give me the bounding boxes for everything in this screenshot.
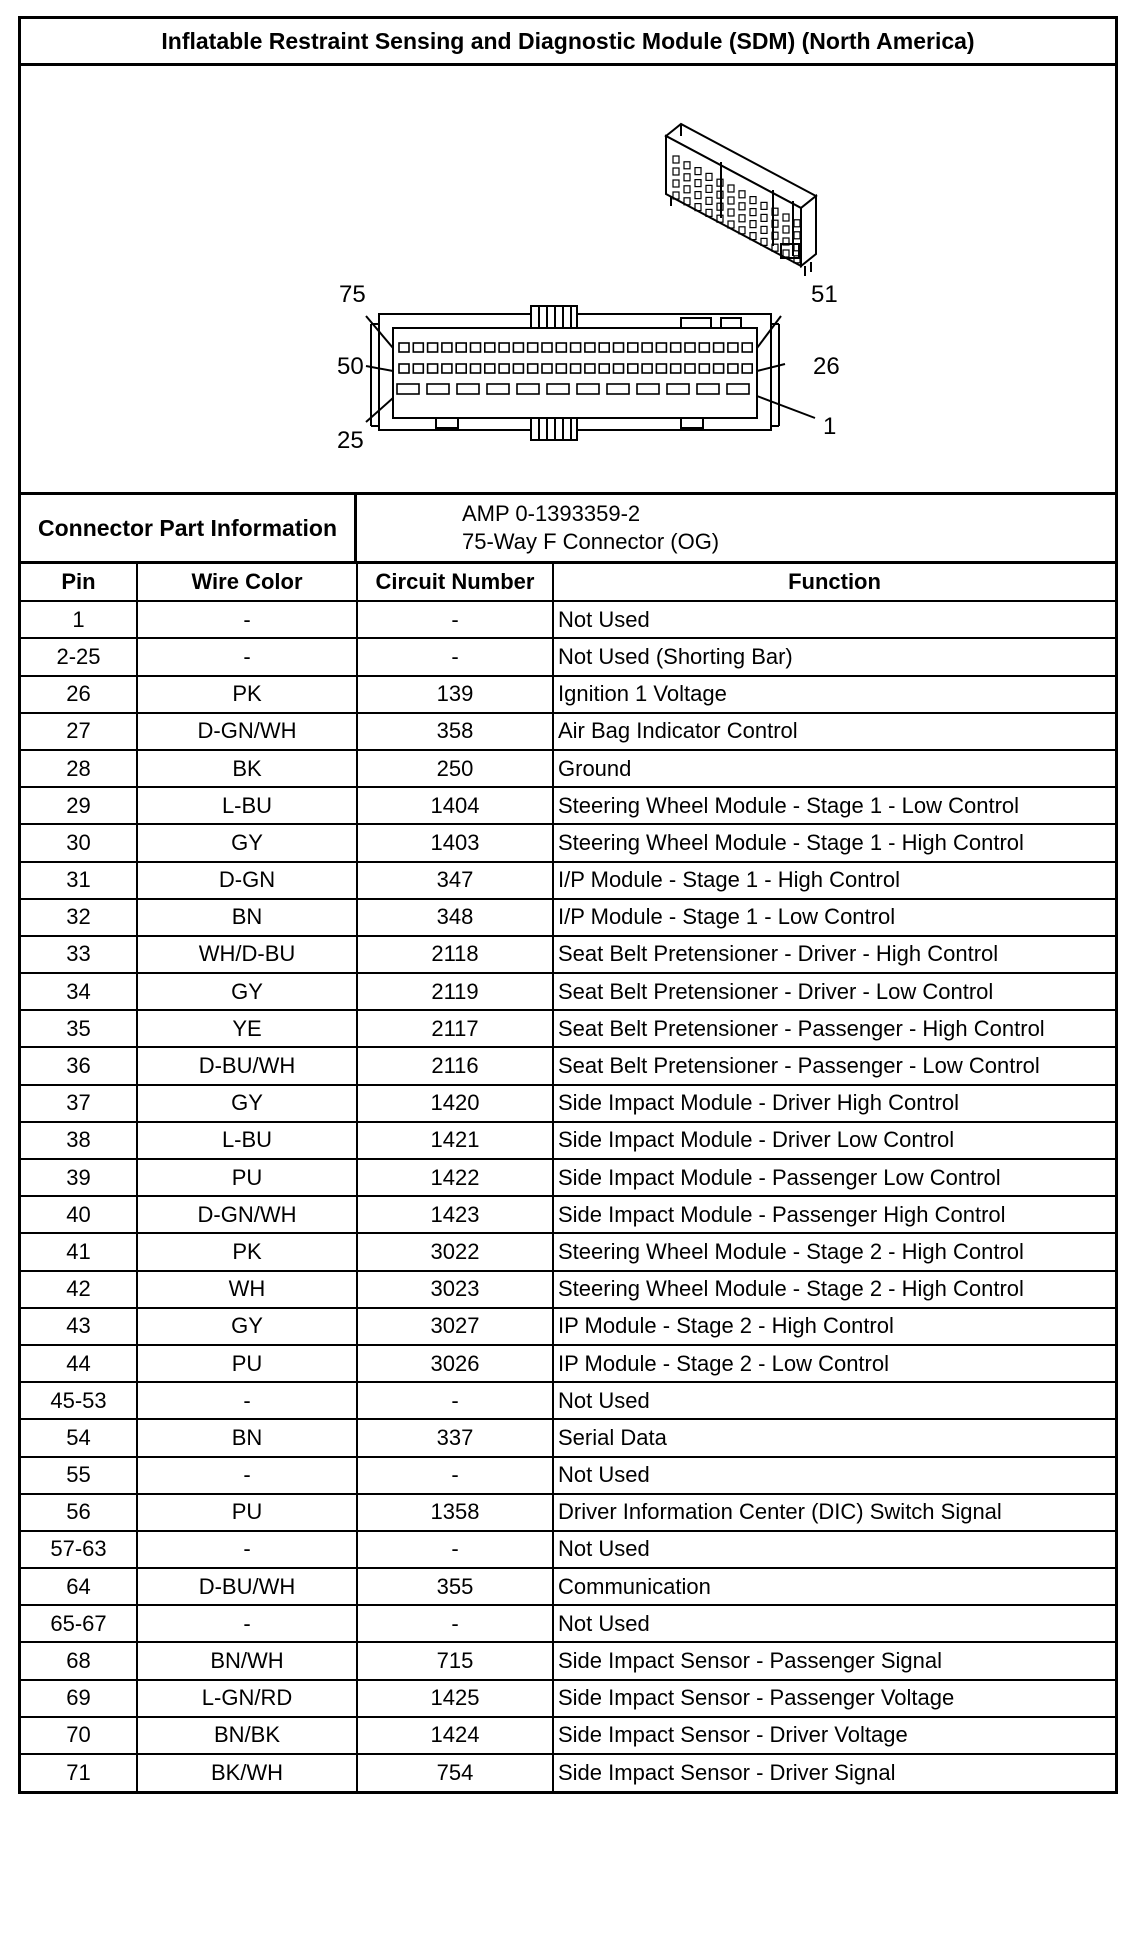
function-cell: Not Used (Shorting Bar): [553, 638, 1115, 675]
circuit-cell: 1425: [357, 1680, 553, 1717]
connector-diagram: [21, 66, 1115, 495]
pin-cell: 55: [21, 1457, 137, 1494]
connector-3d-icon: [666, 124, 816, 492]
circuit-cell: 355: [357, 1568, 553, 1605]
table-row: [21, 676, 1115, 713]
table-row: [21, 1122, 1115, 1159]
wire-color-cell: D-GN/WH: [137, 713, 357, 750]
connector-sheet: [18, 16, 1118, 1794]
pin-cell: 71: [21, 1754, 137, 1791]
table-row: [21, 1010, 1115, 1047]
function-cell: Seat Belt Pretensioner - Passenger - Low Control: [553, 1047, 1115, 1084]
pin-cell: 69: [21, 1680, 137, 1717]
pin-cell: 44: [21, 1345, 137, 1382]
pin-label-75: 75: [339, 281, 366, 308]
pin-cell: 57-63: [21, 1531, 137, 1568]
header-wire-color: Wire Color: [137, 564, 357, 601]
function-cell: Steering Wheel Module - Stage 1 - Low Control: [553, 787, 1115, 824]
wire-color-cell: PK: [137, 676, 357, 713]
wire-color-cell: BK/WH: [137, 1754, 357, 1791]
connector-part-info: [21, 495, 1115, 564]
table-row: [21, 1085, 1115, 1122]
table-row: [21, 1605, 1115, 1642]
function-cell: Side Impact Module - Driver Low Control: [553, 1122, 1115, 1159]
circuit-cell: 337: [357, 1419, 553, 1456]
circuit-cell: 715: [357, 1642, 553, 1679]
function-cell: I/P Module - Stage 1 - High Control: [553, 862, 1115, 899]
wire-color-cell: D-GN/WH: [137, 1196, 357, 1233]
circuit-cell: 348: [357, 899, 553, 936]
pin-cell: 1: [21, 601, 137, 638]
pin-cell: 34: [21, 973, 137, 1010]
function-cell: Not Used: [553, 1531, 1115, 1568]
function-cell: Ignition 1 Voltage: [553, 676, 1115, 713]
pin-cell: 28: [21, 750, 137, 787]
wire-color-cell: -: [137, 1457, 357, 1494]
wire-color-cell: BN/BK: [137, 1717, 357, 1754]
table-row: [21, 1494, 1115, 1531]
circuit-cell: 2118: [357, 936, 553, 973]
table-row: [21, 1196, 1115, 1233]
wire-color-cell: -: [137, 601, 357, 638]
pin-cell: 70: [21, 1717, 137, 1754]
table-row: [21, 1159, 1115, 1196]
circuit-cell: 1404: [357, 787, 553, 824]
wire-color-cell: BN: [137, 1419, 357, 1456]
pin-cell: 43: [21, 1308, 137, 1345]
function-cell: Serial Data: [553, 1419, 1115, 1456]
function-cell: Side Impact Sensor - Driver Signal: [553, 1754, 1115, 1791]
circuit-cell: 1358: [357, 1494, 553, 1531]
pin-cell: 56: [21, 1494, 137, 1531]
table-row: [21, 936, 1115, 973]
circuit-cell: 754: [357, 1754, 553, 1791]
pin-table-body: [21, 601, 1115, 1791]
function-cell: Seat Belt Pretensioner - Driver - High Control: [553, 936, 1115, 973]
pin-cell: 68: [21, 1642, 137, 1679]
circuit-cell: -: [357, 638, 553, 675]
table-row: [21, 713, 1115, 750]
header-circuit-number: Circuit Number: [357, 564, 553, 601]
table-row: [21, 1047, 1115, 1084]
circuit-cell: -: [357, 1605, 553, 1642]
circuit-cell: -: [357, 1382, 553, 1419]
table-row: [21, 862, 1115, 899]
connector-part-label: Connector Part Information: [21, 495, 357, 561]
wire-color-cell: D-GN: [137, 862, 357, 899]
function-cell: Side Impact Module - Passenger High Control: [553, 1196, 1115, 1233]
table-row: [21, 638, 1115, 675]
wire-color-cell: BN/WH: [137, 1642, 357, 1679]
connector-face: [366, 306, 815, 440]
circuit-cell: 1420: [357, 1085, 553, 1122]
table-row: [21, 1233, 1115, 1270]
pin-cell: 27: [21, 713, 137, 750]
connector-part-number: AMP 0-1393359-2: [462, 501, 641, 526]
header-function: Function: [553, 564, 1115, 601]
wire-color-cell: GY: [137, 1308, 357, 1345]
table-row: [21, 1754, 1115, 1791]
table-row: [21, 824, 1115, 861]
table-row: [21, 1568, 1115, 1605]
table-row: [21, 1345, 1115, 1382]
table-row: [21, 787, 1115, 824]
pin-label-1: 1: [823, 413, 837, 440]
pin-cell: 30: [21, 824, 137, 861]
pin-cell: 39: [21, 1159, 137, 1196]
function-cell: IP Module - Stage 2 - Low Control: [553, 1345, 1115, 1382]
function-cell: Steering Wheel Module - Stage 2 - High Control: [553, 1271, 1115, 1308]
function-cell: Side Impact Module - Passenger Low Control: [553, 1159, 1115, 1196]
circuit-cell: 2116: [357, 1047, 553, 1084]
table-row: [21, 1531, 1115, 1568]
circuit-cell: 1403: [357, 824, 553, 861]
circuit-cell: 139: [357, 676, 553, 713]
function-cell: Side Impact Sensor - Driver Voltage: [553, 1717, 1115, 1754]
pin-cell: 29: [21, 787, 137, 824]
function-cell: Side Impact Module - Driver High Control: [553, 1085, 1115, 1122]
wire-color-cell: L-BU: [137, 1122, 357, 1159]
pin-cell: 40: [21, 1196, 137, 1233]
circuit-cell: -: [357, 1531, 553, 1568]
function-cell: I/P Module - Stage 1 - Low Control: [553, 899, 1115, 936]
pin-cell: 42: [21, 1271, 137, 1308]
pin-cell: 65-67: [21, 1605, 137, 1642]
header-pin: Pin: [21, 564, 137, 601]
wire-color-cell: -: [137, 638, 357, 675]
wire-color-cell: -: [137, 1531, 357, 1568]
circuit-cell: 1423: [357, 1196, 553, 1233]
function-cell: Ground: [553, 750, 1115, 787]
wire-color-cell: PK: [137, 1233, 357, 1270]
circuit-cell: 1421: [357, 1122, 553, 1159]
pin-cell: 37: [21, 1085, 137, 1122]
circuit-cell: 3022: [357, 1233, 553, 1270]
wire-color-cell: D-BU/WH: [137, 1568, 357, 1605]
wire-color-cell: L-GN/RD: [137, 1680, 357, 1717]
wire-color-cell: BN: [137, 899, 357, 936]
pin-label-50: 50: [337, 353, 364, 380]
wire-color-cell: PU: [137, 1345, 357, 1382]
function-cell: Not Used: [553, 601, 1115, 638]
pin-cell: 26: [21, 676, 137, 713]
function-cell: Not Used: [553, 1382, 1115, 1419]
pin-cell: 41: [21, 1233, 137, 1270]
connector-description: 75-Way F Connector (OG): [462, 529, 720, 554]
wire-color-cell: WH/D-BU: [137, 936, 357, 973]
table-row: [21, 1680, 1115, 1717]
circuit-cell: 347: [357, 862, 553, 899]
circuit-cell: 3026: [357, 1345, 553, 1382]
function-cell: Not Used: [553, 1457, 1115, 1494]
table-row: [21, 1382, 1115, 1419]
function-cell: Steering Wheel Module - Stage 1 - High Control: [553, 824, 1115, 861]
pin-cell: 36: [21, 1047, 137, 1084]
table-row: [21, 750, 1115, 787]
circuit-cell: 2117: [357, 1010, 553, 1047]
circuit-cell: 358: [357, 713, 553, 750]
pin-label-51: 51: [811, 281, 838, 308]
function-cell: Side Impact Sensor - Passenger Voltage: [553, 1680, 1115, 1717]
table-row: [21, 1308, 1115, 1345]
connector-part-value: [357, 495, 1115, 561]
wire-color-cell: -: [137, 1382, 357, 1419]
circuit-cell: 3023: [357, 1271, 553, 1308]
table-row: [21, 601, 1115, 638]
circuit-cell: 2119: [357, 973, 553, 1010]
circuit-cell: -: [357, 1457, 553, 1494]
circuit-cell: 250: [357, 750, 553, 787]
pin-cell: 64: [21, 1568, 137, 1605]
function-cell: Communication: [553, 1568, 1115, 1605]
function-cell: Side Impact Sensor - Passenger Signal: [553, 1642, 1115, 1679]
function-cell: Seat Belt Pretensioner - Passenger - High Control: [553, 1010, 1115, 1047]
wire-color-cell: D-BU/WH: [137, 1047, 357, 1084]
pin-table-header: [21, 564, 1115, 601]
wire-color-cell: WH: [137, 1271, 357, 1308]
wire-color-cell: -: [137, 1605, 357, 1642]
wire-color-cell: PU: [137, 1494, 357, 1531]
pin-label-25: 25: [337, 427, 364, 454]
table-row: [21, 1717, 1115, 1754]
table-row: [21, 1271, 1115, 1308]
pin-cell: 2-25: [21, 638, 137, 675]
function-cell: Steering Wheel Module - Stage 2 - High Control: [553, 1233, 1115, 1270]
pin-cell: 38: [21, 1122, 137, 1159]
wire-color-cell: L-BU: [137, 787, 357, 824]
table-row: [21, 1419, 1115, 1456]
page-title: Inflatable Restraint Sensing and Diagnostic Module (SDM) (North America): [21, 19, 1115, 66]
circuit-cell: 3027: [357, 1308, 553, 1345]
table-row: [21, 973, 1115, 1010]
table-row: [21, 1457, 1115, 1494]
pin-table: [21, 564, 1115, 1791]
wire-color-cell: YE: [137, 1010, 357, 1047]
table-row: [21, 1642, 1115, 1679]
circuit-cell: 1424: [357, 1717, 553, 1754]
wire-color-cell: BK: [137, 750, 357, 787]
function-cell: Seat Belt Pretensioner - Driver - Low Control: [553, 973, 1115, 1010]
function-cell: Air Bag Indicator Control: [553, 713, 1115, 750]
pin-cell: 54: [21, 1419, 137, 1456]
wire-color-cell: GY: [137, 973, 357, 1010]
pin-cell: 45-53: [21, 1382, 137, 1419]
circuit-cell: 1422: [357, 1159, 553, 1196]
wire-color-cell: GY: [137, 824, 357, 861]
connector-drawing: [21, 66, 1115, 492]
pin-cell: 31: [21, 862, 137, 899]
pin-cell: 33: [21, 936, 137, 973]
function-cell: Driver Information Center (DIC) Switch Signal: [553, 1494, 1115, 1531]
pin-label-26: 26: [813, 353, 840, 380]
pin-cell: 35: [21, 1010, 137, 1047]
wire-color-cell: GY: [137, 1085, 357, 1122]
pin-cell: 32: [21, 899, 137, 936]
wire-color-cell: PU: [137, 1159, 357, 1196]
table-row: [21, 899, 1115, 936]
function-cell: IP Module - Stage 2 - High Control: [553, 1308, 1115, 1345]
function-cell: Not Used: [553, 1605, 1115, 1642]
circuit-cell: -: [357, 601, 553, 638]
